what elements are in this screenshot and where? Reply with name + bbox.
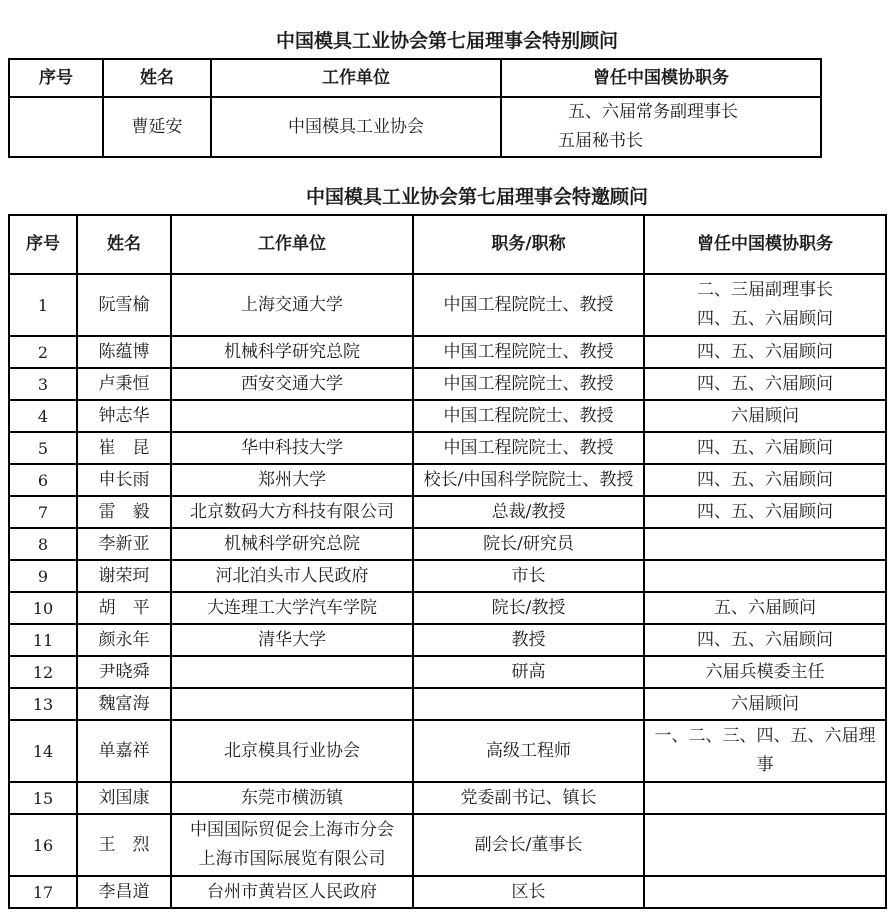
cell-name: 魏富海: [77, 688, 171, 720]
cell-unit: 河北泊头市人民政府: [171, 560, 413, 592]
cell-no: 14: [9, 720, 77, 782]
cell-former: 六届顾问: [644, 688, 886, 720]
table-row: [9, 464, 886, 496]
cell-post: 校长/中国科学院院士、教授: [413, 464, 644, 496]
cell-unit: [171, 400, 413, 432]
table-row: [9, 782, 886, 814]
cell-name: 谢荣珂: [77, 560, 171, 592]
invited-advisors-table: [8, 214, 887, 909]
cell-former: [644, 528, 886, 560]
cell-no: 3: [9, 368, 77, 400]
special-column-header-name: 姓名: [103, 59, 211, 97]
cell-post: 教授: [413, 624, 644, 656]
cell-post: 中国工程院院士、教授: [413, 400, 644, 432]
cell-unit: 机械科学研究总院: [171, 336, 413, 368]
table-row: [9, 528, 886, 560]
cell-name: 申长雨: [77, 464, 171, 496]
cell-post: 中国工程院院士、教授: [413, 432, 644, 464]
cell-name: 阮雪榆: [77, 274, 171, 336]
cell-unit: 东莞市横沥镇: [171, 782, 413, 814]
cell-former: [644, 782, 886, 814]
invited-column-header-name: 姓名: [77, 215, 171, 274]
special-advisors-table-head: [9, 59, 821, 97]
cell-former: 四、五、六届顾问: [644, 432, 886, 464]
cell-former: 六届顾问: [644, 400, 886, 432]
cell-former: 四、五、六届顾问: [644, 624, 886, 656]
cell-post: 区长: [413, 876, 644, 908]
cell-name: 李新亚: [77, 528, 171, 560]
cell-no: [9, 97, 103, 157]
cell-no: 11: [9, 624, 77, 656]
cell-unit: [171, 814, 413, 876]
cell-no: 7: [9, 496, 77, 528]
cell-unit: 郑州大学: [171, 464, 413, 496]
cell-name: 单嘉祥: [77, 720, 171, 782]
cell-no: 8: [9, 528, 77, 560]
cell-unit: [171, 656, 413, 688]
special-column-header-former: 曾任中国模协职务: [501, 59, 821, 97]
cell-post: 研高: [413, 656, 644, 688]
cell-no: 2: [9, 336, 77, 368]
table-row: [9, 720, 886, 782]
special-column-header-no: 序号: [9, 59, 103, 97]
cell-former: [501, 97, 821, 157]
cell-no: 16: [9, 814, 77, 876]
cell-line: 五届秘书长: [558, 131, 643, 151]
cell-post: [413, 688, 644, 720]
cell-unit: 清华大学: [171, 624, 413, 656]
cell-former: 四、五、六届顾问: [644, 464, 886, 496]
special-advisors-table: [8, 58, 822, 158]
special-column-header-unit: 工作单位: [211, 59, 501, 97]
invited-column-header-unit: 工作单位: [171, 215, 413, 274]
cell-line: 一、二、三、四、五、六届理: [654, 726, 876, 746]
cell-unit: [171, 688, 413, 720]
cell-name: 曹延安: [103, 97, 211, 157]
cell-no: 17: [9, 876, 77, 908]
table-row: [9, 656, 886, 688]
table-row: [9, 274, 886, 336]
cell-unit: 华中科技大学: [171, 432, 413, 464]
table-row: [9, 400, 886, 432]
cell-post: 高级工程师: [413, 720, 644, 782]
table-row: [9, 592, 886, 624]
cell-post: 党委副书记、镇长: [413, 782, 644, 814]
cell-former: 四、五、六届顾问: [644, 336, 886, 368]
cell-line: 四、五、六届顾问: [697, 309, 833, 329]
cell-name: 卢秉恒: [77, 368, 171, 400]
table-row: [9, 336, 886, 368]
cell-post: 中国工程院院士、教授: [413, 336, 644, 368]
cell-no: 12: [9, 656, 77, 688]
cell-former: 四、五、六届顾问: [644, 496, 886, 528]
cell-former: [644, 814, 886, 876]
table-row: [9, 368, 886, 400]
cell-unit: 机械科学研究总院: [171, 528, 413, 560]
cell-post: 院长/研究员: [413, 528, 644, 560]
cell-line: 上海市国际展览有限公司: [198, 849, 386, 869]
cell-line: 中国国际贸促会上海市分会: [190, 820, 394, 840]
invited-column-header-no: 序号: [9, 215, 77, 274]
cell-name: 尹晓舜: [77, 656, 171, 688]
cell-former: [644, 560, 886, 592]
cell-unit: 大连理工大学汽车学院: [171, 592, 413, 624]
cell-former: [644, 274, 886, 336]
table-row: [9, 814, 886, 876]
table-row: [9, 496, 886, 528]
cell-unit: 台州市黄岩区人民政府: [171, 876, 413, 908]
cell-name: 钟志华: [77, 400, 171, 432]
cell-name: 雷 毅: [77, 496, 171, 528]
cell-unit: 北京模具行业协会: [171, 720, 413, 782]
table-row: [9, 97, 821, 157]
cell-former: 五、六届顾问: [644, 592, 886, 624]
cell-former: 四、五、六届顾问: [644, 368, 886, 400]
cell-name: 崔 昆: [77, 432, 171, 464]
special-advisors-table-body: [9, 97, 821, 157]
cell-no: 10: [9, 592, 77, 624]
invited-advisors-table-body: [9, 274, 886, 908]
cell-no: 9: [9, 560, 77, 592]
cell-name: 刘国康: [77, 782, 171, 814]
table-row: [9, 432, 886, 464]
invited-column-header-post: 职务/职称: [413, 215, 644, 274]
cell-unit: 西安交通大学: [171, 368, 413, 400]
cell-post: 市长: [413, 560, 644, 592]
cell-post: 副会长/董事长: [413, 814, 644, 876]
cell-no: 15: [9, 782, 77, 814]
table-row: [9, 560, 886, 592]
special-header-row: [9, 59, 821, 97]
invited-advisors-table-head: [9, 215, 886, 274]
invited-advisors-title: 中国模具工业协会第七届理事会特邀顾问: [305, 186, 648, 208]
cell-no: 13: [9, 688, 77, 720]
table-row: [9, 624, 886, 656]
cell-name: 陈蕴博: [77, 336, 171, 368]
cell-no: 5: [9, 432, 77, 464]
cell-line: 二、三届副理事长: [697, 280, 833, 300]
cell-post: 总裁/教授: [413, 496, 644, 528]
cell-unit: 上海交通大学: [171, 274, 413, 336]
cell-former: [644, 720, 886, 782]
cell-former: 六届兵模委主任: [644, 656, 886, 688]
cell-former: [644, 876, 886, 908]
cell-no: 1: [9, 274, 77, 336]
cell-name: 王 烈: [77, 814, 171, 876]
table-row: [9, 688, 886, 720]
special-advisors-title: 中国模具工业协会第七届理事会特别顾问: [275, 30, 618, 52]
invited-header-row: [9, 215, 886, 274]
cell-post: 中国工程院院士、教授: [413, 274, 644, 336]
cell-post: 院长/教授: [413, 592, 644, 624]
invited-column-header-former: 曾任中国模协职务: [644, 215, 886, 274]
cell-name: 李昌道: [77, 876, 171, 908]
cell-name: 颜永年: [77, 624, 171, 656]
table-row: [9, 876, 886, 908]
cell-line: 事: [756, 755, 774, 775]
cell-no: 4: [9, 400, 77, 432]
cell-no: 6: [9, 464, 77, 496]
cell-name: 胡 平: [77, 592, 171, 624]
cell-post: 中国工程院院士、教授: [413, 368, 644, 400]
cell-line: 五、六届常务副理事长: [568, 102, 738, 122]
cell-unit: 中国模具工业协会: [211, 97, 501, 157]
cell-unit: 北京数码大方科技有限公司: [171, 496, 413, 528]
